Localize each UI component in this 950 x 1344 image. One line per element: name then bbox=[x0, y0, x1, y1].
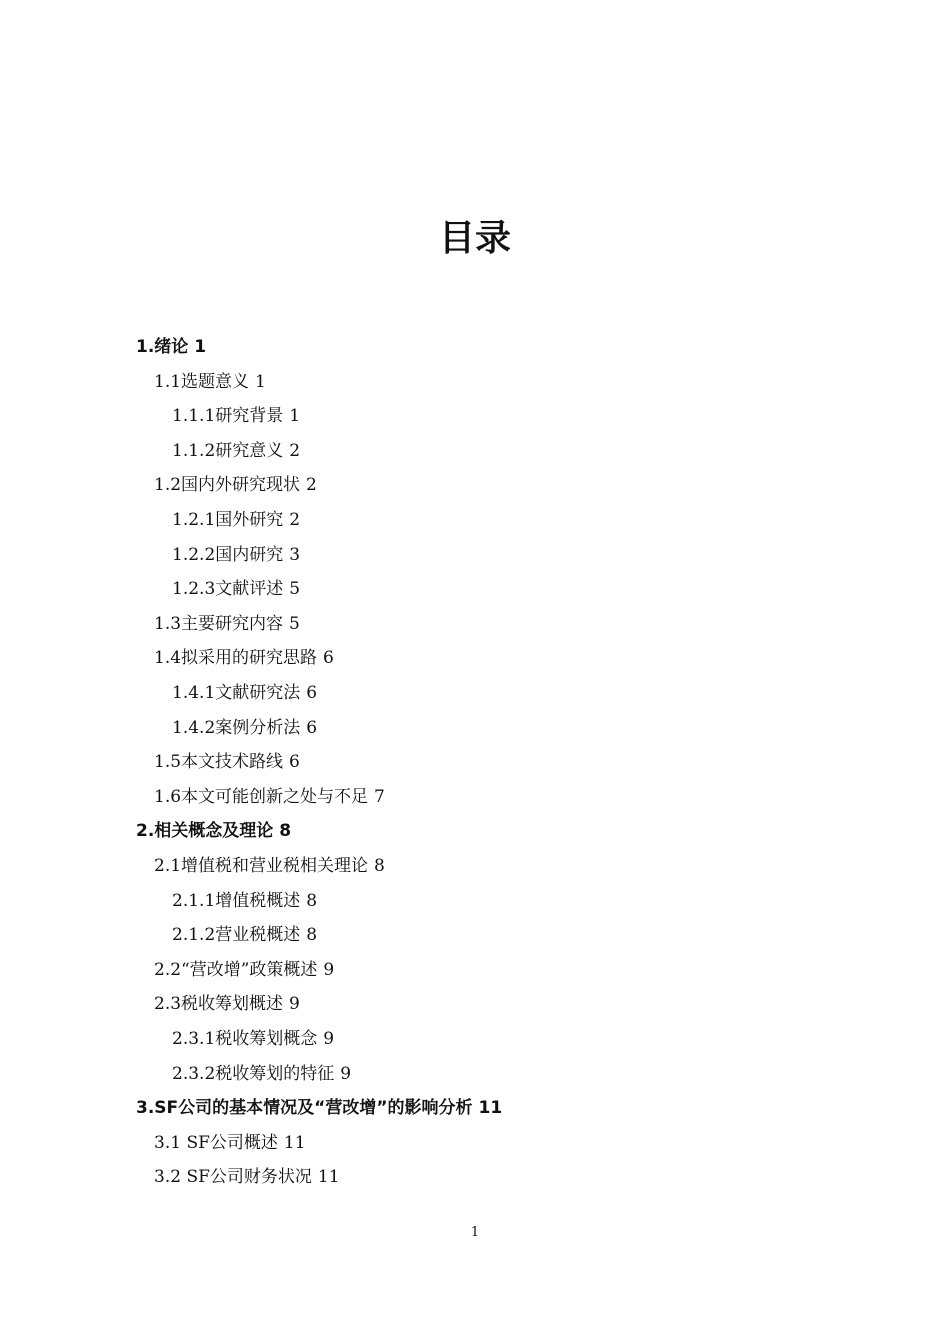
toc-entry-label: 1.1.1研究背景 bbox=[172, 406, 284, 426]
toc-entry[interactable] bbox=[136, 330, 206, 364]
toc-entry-page: 2 bbox=[289, 441, 301, 461]
toc-entry-page: 1 bbox=[289, 406, 301, 426]
toc-entry-page: 6 bbox=[306, 718, 318, 738]
toc-entry-label: 1.2.2国内研究 bbox=[172, 545, 284, 565]
toc-entry-label: 1.绪论 bbox=[136, 337, 189, 357]
toc-entry[interactable] bbox=[172, 918, 317, 952]
toc-entry[interactable] bbox=[154, 468, 317, 502]
toc-entry-label: 1.2.3文献评述 bbox=[172, 579, 284, 599]
toc-entry-label: 2.1.2营业税概述 bbox=[172, 925, 301, 945]
toc-entry[interactable] bbox=[136, 814, 291, 848]
toc-entry-label: 2.3.1税收筹划概念 bbox=[172, 1029, 318, 1049]
toc-entry[interactable] bbox=[172, 1057, 351, 1091]
toc-entry-page: 11 bbox=[317, 1167, 340, 1187]
toc-entry-label: 1.4.2案例分析法 bbox=[172, 718, 301, 738]
toc-entry[interactable] bbox=[172, 676, 317, 710]
toc-entry[interactable] bbox=[154, 987, 300, 1021]
toc-entry[interactable] bbox=[172, 884, 317, 918]
page-number: 1 bbox=[470, 1225, 480, 1240]
toc-entry-page: 9 bbox=[323, 1029, 335, 1049]
toc-entry-page: 6 bbox=[289, 752, 300, 772]
toc-entry[interactable] bbox=[154, 780, 385, 814]
toc-entry-label: 1.5本文技术路线 bbox=[154, 752, 284, 772]
toc-entry-label: 2.3税收筹划概述 bbox=[154, 994, 284, 1014]
toc-entry-label: 1.4.1文献研究法 bbox=[172, 683, 301, 703]
toc-entry[interactable] bbox=[154, 641, 334, 675]
toc-entry[interactable] bbox=[154, 849, 385, 883]
toc-entry[interactable] bbox=[172, 711, 317, 745]
toc-entry-label: 1.6本文可能创新之处与不足 bbox=[154, 787, 369, 807]
toc-entry[interactable] bbox=[172, 503, 300, 537]
toc-entry-page: 2 bbox=[289, 510, 301, 530]
toc-entry-page: 11 bbox=[478, 1098, 503, 1118]
toc-entry-page: 7 bbox=[374, 787, 385, 807]
toc-entry-label: 3.2 SF公司财务状况 bbox=[154, 1167, 312, 1187]
toc-entry-label: 3.SF公司的基本情况及“营改增”的影响分析 bbox=[136, 1098, 473, 1118]
toc-entry-page: 5 bbox=[289, 614, 300, 634]
toc-entry-label: 2.1.1增值税概述 bbox=[172, 891, 301, 911]
toc-entry-label: 1.3主要研究内容 bbox=[154, 614, 284, 634]
toc-entry-page: 6 bbox=[323, 648, 334, 668]
toc-entry-page: 11 bbox=[283, 1133, 306, 1153]
toc-entry-label: 1.1选题意义 bbox=[154, 372, 250, 392]
toc-entry[interactable] bbox=[136, 1091, 502, 1125]
toc-entry-page: 9 bbox=[323, 960, 335, 980]
toc-entry-page: 1 bbox=[255, 372, 266, 392]
toc-entry-label: 3.1 SF公司概述 bbox=[154, 1133, 278, 1153]
toc-entry[interactable] bbox=[172, 572, 300, 606]
toc-entry-page: 3 bbox=[289, 545, 301, 565]
page-title: 目录 bbox=[438, 218, 511, 259]
toc-entry-page: 9 bbox=[340, 1064, 352, 1084]
toc-entry-page: 8 bbox=[374, 856, 385, 876]
toc-entry-label: 2.3.2税收筹划的特征 bbox=[172, 1064, 335, 1084]
toc-entry[interactable] bbox=[154, 1126, 306, 1160]
toc-entry[interactable] bbox=[154, 1160, 340, 1194]
toc-entry-label: 1.1.2研究意义 bbox=[172, 441, 284, 461]
toc-entry-page: 8 bbox=[306, 925, 318, 945]
toc-entry-page: 8 bbox=[279, 821, 292, 841]
toc-entry[interactable] bbox=[154, 953, 334, 987]
toc-entry-page: 2 bbox=[306, 475, 317, 495]
toc-entry-label: 1.4拟采用的研究思路 bbox=[154, 648, 318, 668]
toc-entry-label: 1.2.1国外研究 bbox=[172, 510, 284, 530]
toc-entry[interactable] bbox=[172, 1022, 334, 1056]
toc-entry-label: 2.2“营改增”政策概述 bbox=[154, 960, 318, 980]
toc-entry-label: 2.1增值税和营业税相关理论 bbox=[154, 856, 369, 876]
toc-entry[interactable] bbox=[154, 745, 300, 779]
toc-entry-page: 9 bbox=[289, 994, 300, 1014]
toc-entry[interactable] bbox=[172, 538, 300, 572]
toc-entry-label: 1.2国内外研究现状 bbox=[154, 475, 301, 495]
toc-entry-page: 6 bbox=[306, 683, 318, 703]
toc-entry[interactable] bbox=[172, 399, 300, 433]
toc-entry-label: 2.相关概念及理论 bbox=[136, 821, 274, 841]
toc-entry[interactable] bbox=[172, 434, 300, 468]
toc-entry[interactable] bbox=[154, 607, 300, 641]
toc-entry-page: 1 bbox=[194, 337, 207, 357]
toc-entry[interactable] bbox=[154, 365, 266, 399]
toc-entry-page: 8 bbox=[306, 891, 318, 911]
toc-entry-page: 5 bbox=[289, 579, 301, 599]
